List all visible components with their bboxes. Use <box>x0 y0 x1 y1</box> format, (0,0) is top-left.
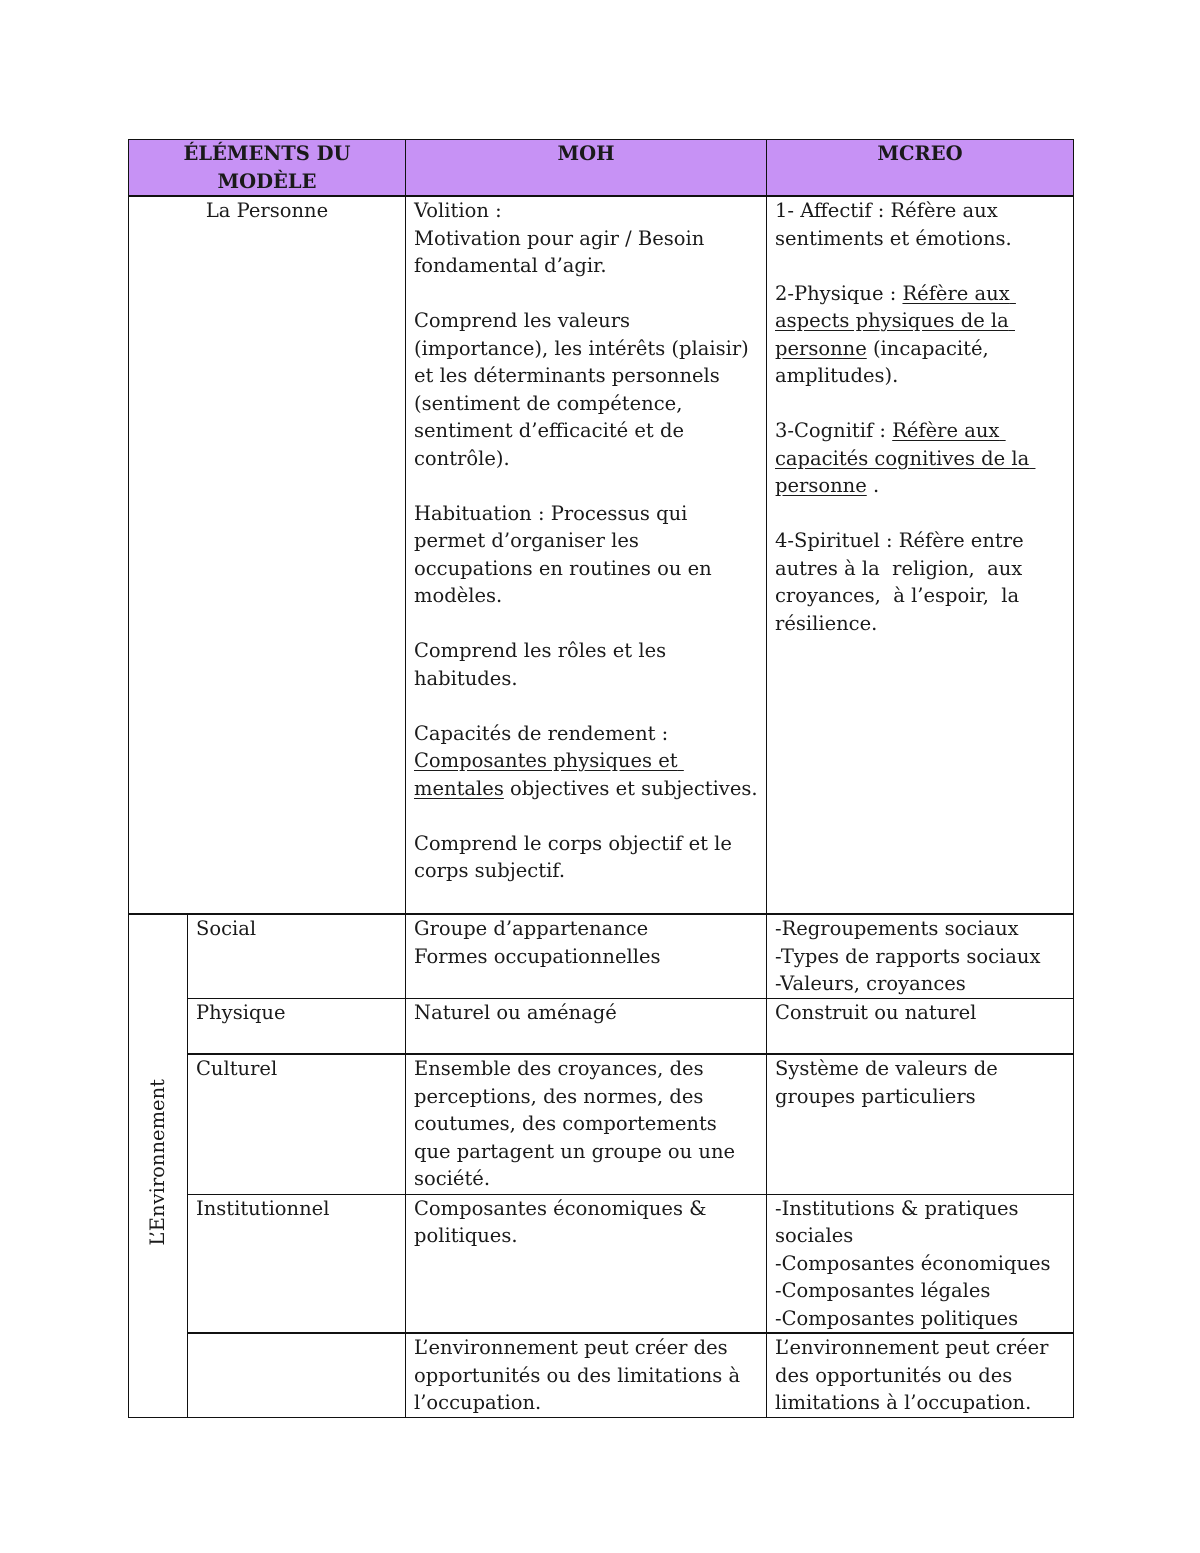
env-name <box>188 1333 406 1417</box>
env-mcreo <box>767 1333 1074 1417</box>
env-mcreo-line: -Composantes légales <box>775 1279 991 1302</box>
env-mcreo <box>767 998 1074 1054</box>
habituation: Habituation : Processus qui permet d’organiser les occupations en routines ou en modèles. <box>414 501 718 607</box>
mcreo-physique <box>775 280 1065 390</box>
physique-underlined: Réfère aux aspects physiques de la personne <box>775 281 1016 360</box>
env-moh <box>406 998 767 1054</box>
env-mcreo-line: Construit ou naturel <box>775 1000 977 1024</box>
env-mcreo <box>767 1054 1074 1194</box>
env-name: Physique <box>188 998 406 1054</box>
env-moh-line: Formes occupationnelles <box>414 944 661 968</box>
header-mcreo: MCREO <box>767 140 1074 197</box>
rendement-title: Capacités de rendement : <box>414 721 669 745</box>
personne-moh-cell <box>406 196 767 914</box>
personne-label: La Personne <box>129 196 406 914</box>
env-mcreo <box>767 914 1074 998</box>
env-mcreo-line: Système de valeurs de groupes particuliers <box>775 1057 1004 1108</box>
env-moh-line: Groupe d’appartenance <box>414 917 649 940</box>
cognitif-prefix: 3-Cognitif : <box>775 419 893 442</box>
env-moh-line: Ensemble des croyances, des perceptions, des normes, des coutumes, des comportements que partagent un groupe ou une société. <box>414 1057 742 1190</box>
mcreo-spirituel: 4-Spirituel : Réfère entre autres à la religion, aux croyances, à l’espoir, la résilience. <box>775 529 1030 635</box>
env-row-physique <box>129 998 1074 1054</box>
env-name: Institutionnel <box>188 1194 406 1333</box>
env-moh <box>406 1194 767 1333</box>
env-row-institutionnel <box>129 1194 1074 1333</box>
physique-rest: (incapacité, amplitudes). <box>775 336 995 387</box>
environnement-label: L’Environnement <box>146 1078 170 1246</box>
env-mcreo-line: -Regroupements sociaux <box>775 917 1019 940</box>
cognitif-underlined: Réfère aux capacités cognitives de la personne <box>775 419 1036 497</box>
header-elements: ÉLÉMENTS DU MODÈLE <box>129 140 406 197</box>
env-row-summary <box>129 1333 1074 1417</box>
env-row-social <box>129 914 1074 998</box>
env-moh <box>406 914 767 998</box>
env-mcreo-line: -Types de rapports sociaux <box>775 944 1041 968</box>
personne-row <box>129 196 1074 914</box>
personne-mcreo-cell <box>767 196 1074 914</box>
env-mcreo-line: -Composantes politiques <box>775 1306 1019 1330</box>
habituation-detail: Comprend les rôles et les habitudes. <box>414 639 673 690</box>
environnement-label-cell <box>129 914 188 1417</box>
env-name: Culturel <box>188 1054 406 1194</box>
env-name: Social <box>188 914 406 998</box>
cognitif-rest: . <box>866 474 880 497</box>
rendement-rest: objectives et subjectives. <box>503 776 758 800</box>
env-mcreo-line: -Composantes économiques <box>775 1251 1051 1275</box>
volition-def: Motivation pour agir / Besoin fondamental d’agir. <box>414 226 711 277</box>
env-mcreo <box>767 1194 1074 1333</box>
env-moh-line: L’environnement peut créer des opportunités ou des limitations à l’occupation. <box>414 1336 747 1414</box>
volition-detail: Comprend les valeurs (importance), les intérêts (plaisir) et les déterminants personnels (sentiment de compétence, sentiment d’efficacité et de contrôle). <box>414 309 755 470</box>
header-row <box>129 140 1074 197</box>
env-moh-line: Naturel ou aménagé <box>414 1000 617 1024</box>
header-moh: MOH <box>406 140 767 197</box>
env-moh <box>406 1333 767 1417</box>
rendement-detail: Comprend le corps objectif et le corps subjectif. <box>414 831 739 882</box>
env-mcreo-line: -Valeurs, croyances <box>775 972 966 995</box>
document-page <box>128 139 1073 1418</box>
env-mcreo-line: L’environnement peut créer des opportunités ou des limitations à l’occupation. <box>775 1336 1055 1414</box>
env-row-culturel <box>129 1054 1074 1194</box>
rendement-text <box>414 747 758 802</box>
env-moh <box>406 1054 767 1194</box>
mcreo-affectif: 1- Affectif : Réfère aux sentiments et émotions. <box>775 199 1012 250</box>
env-moh-line: Composantes économiques & politiques. <box>414 1196 713 1247</box>
comparison-table <box>128 139 1074 1418</box>
mcreo-cognitif <box>775 417 1065 500</box>
env-mcreo-line: -Institutions & pratiques sociales <box>775 1196 1025 1247</box>
rendement-underlined: Composantes physiques et mentales <box>414 749 684 800</box>
physique-prefix: 2-Physique : <box>775 281 903 305</box>
volition-title: Volition : <box>414 199 502 222</box>
